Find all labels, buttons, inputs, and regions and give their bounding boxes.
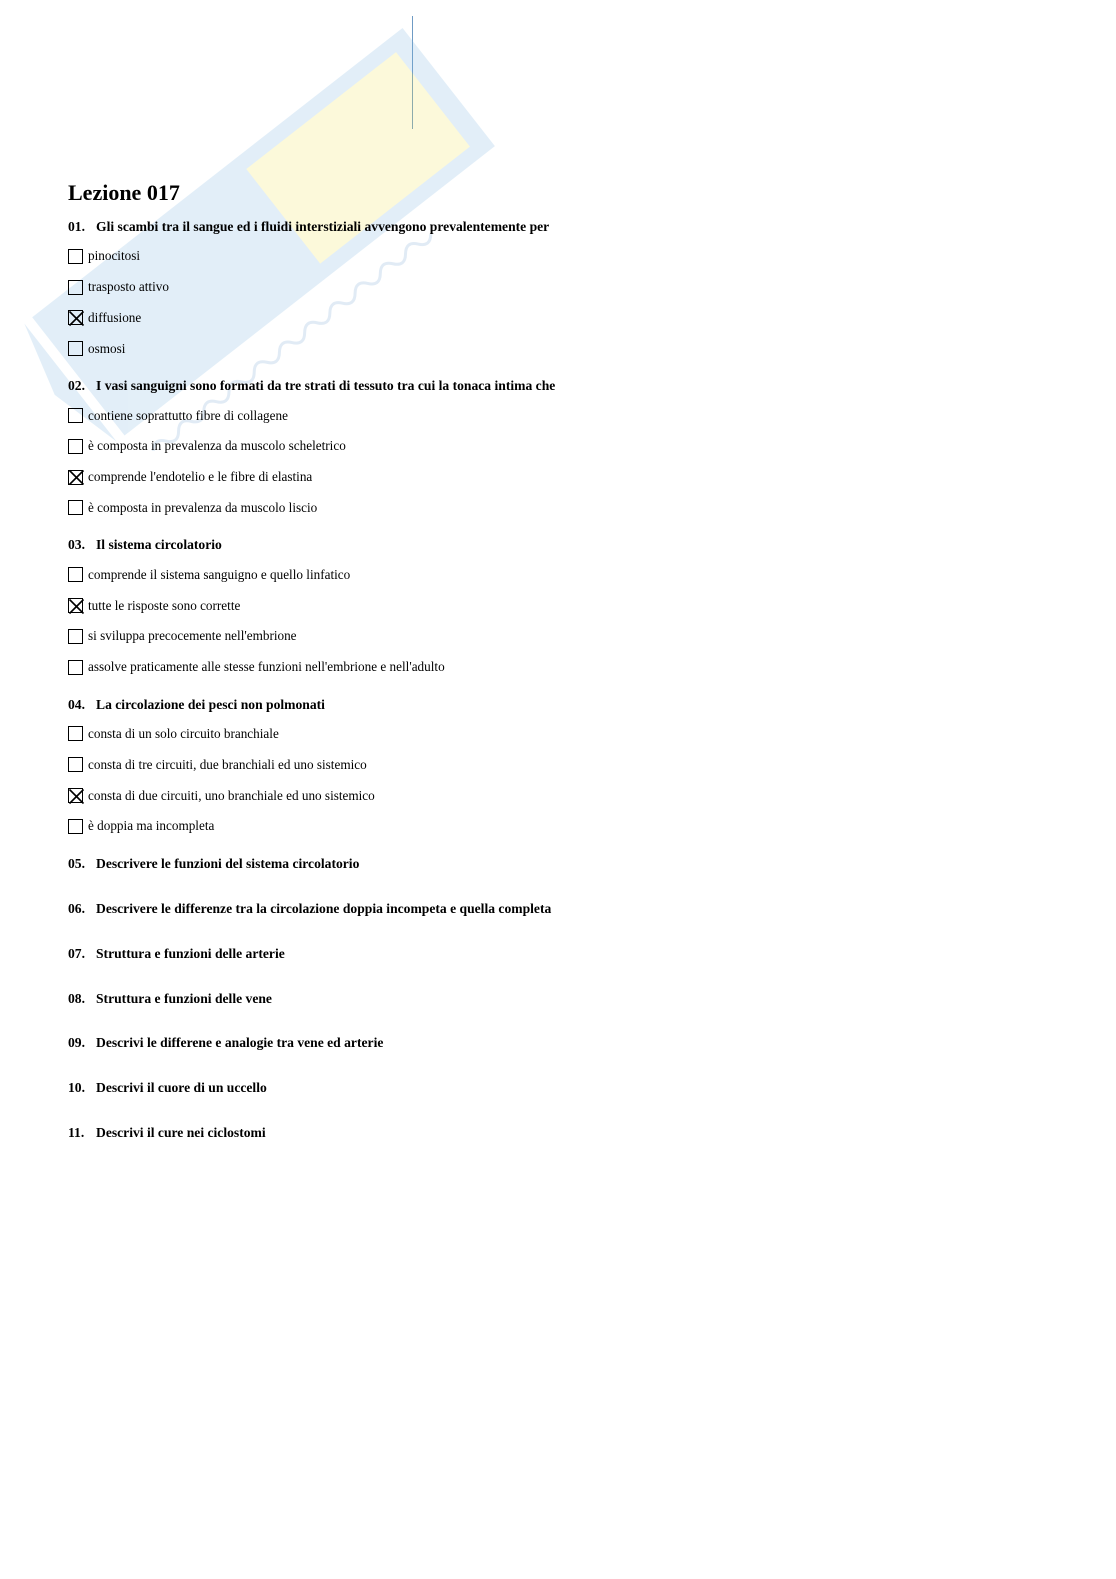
question-text: Il sistema circolatorio	[96, 537, 222, 553]
answer-option[interactable]	[68, 559, 1048, 590]
answer-text: è doppia ma incompleta	[88, 818, 215, 834]
question-number: 03.	[68, 537, 85, 553]
question-number: 04.	[68, 696, 85, 712]
answer-option[interactable]	[68, 272, 1048, 303]
question-text: Descrivi il cure nei ciclostomi	[96, 1124, 266, 1140]
question-heading	[68, 1034, 383, 1052]
multiple-choice-questions	[68, 218, 1048, 842]
question-number: 01.	[68, 219, 85, 234]
answer-text: tutte le risposte sono corrette	[88, 597, 241, 613]
question-block	[68, 536, 1048, 682]
answer-option[interactable]	[68, 333, 1048, 364]
answer-text: diffusione	[88, 309, 142, 325]
open-question	[68, 842, 1048, 887]
answer-text: è composta in prevalenza da muscolo scheletrico	[88, 438, 346, 454]
answer-option[interactable]	[68, 431, 1048, 462]
question-heading	[68, 855, 359, 873]
checkbox[interactable]	[68, 660, 83, 675]
question-heading	[68, 900, 551, 918]
question-heading	[68, 1124, 266, 1142]
open-question	[68, 1021, 1048, 1066]
answer-list	[68, 559, 1048, 682]
checkbox[interactable]	[68, 280, 83, 295]
question-heading	[68, 990, 272, 1008]
check-cross-icon	[68, 469, 85, 486]
checkbox[interactable]	[68, 408, 83, 423]
answer-list	[68, 719, 1048, 842]
answer-list	[68, 241, 1048, 364]
open-question	[68, 1066, 1048, 1111]
checkbox[interactable]	[68, 567, 83, 582]
question-heading	[68, 1079, 267, 1097]
answer-option[interactable]	[68, 493, 1048, 524]
question-number: 09.	[68, 1035, 85, 1051]
question-text: Descrivere le differenze tra la circolazione doppia incompeta e quella completa	[96, 900, 552, 916]
checkbox[interactable]	[68, 341, 83, 356]
answer-text: assolve praticamente alle stesse funzioni nell'embrione e nell'adulto	[88, 659, 445, 675]
check-cross-icon	[68, 788, 85, 805]
answer-option[interactable]	[68, 241, 1048, 272]
answer-list	[68, 400, 1048, 523]
question-text: Gli scambi tra il sangue ed i fluidi interstiziali avvengono prevalentemente per	[96, 219, 550, 234]
checkbox[interactable]	[68, 629, 83, 644]
question-text: Struttura e funzioni delle vene	[96, 990, 272, 1006]
answer-text: trasposto attivo	[88, 279, 169, 295]
answer-text: comprende l'endotelio e le fibre di elastina	[88, 469, 313, 485]
question-heading	[68, 945, 285, 963]
answer-option[interactable]	[68, 719, 1048, 750]
question-text: Descrivi le differene e analogie tra vene ed arterie	[96, 1035, 384, 1051]
answer-text: è composta in prevalenza da muscolo liscio	[88, 499, 318, 515]
checkbox[interactable]	[68, 249, 83, 264]
answer-text: osmosi	[88, 340, 126, 356]
answer-option[interactable]	[68, 811, 1048, 842]
question-number: 02.	[68, 378, 85, 394]
answer-text: pinocitosi	[88, 248, 141, 264]
answer-text: contiene soprattutto fibre di collagene	[88, 407, 288, 423]
open-question	[68, 887, 1048, 932]
checkbox-checked[interactable]	[68, 470, 83, 485]
checkbox-checked[interactable]	[68, 788, 83, 803]
open-questions	[68, 842, 1048, 1156]
check-cross-icon	[68, 310, 85, 327]
question-text: Struttura e funzioni delle arterie	[96, 945, 285, 961]
checkbox-checked[interactable]	[68, 598, 83, 613]
checkbox-checked[interactable]	[68, 310, 83, 325]
answer-text: comprende il sistema sanguigno e quello linfatico	[88, 566, 351, 582]
answer-text: consta di due circuiti, uno branchiale ed uno sistemico	[88, 787, 375, 803]
answer-option[interactable]	[68, 462, 1048, 493]
answer-option[interactable]	[68, 749, 1048, 780]
question-block	[68, 377, 1048, 523]
answer-option[interactable]	[68, 590, 1048, 621]
question-text: La circolazione dei pesci non polmonati	[96, 696, 325, 712]
lesson-title: Lezione 017	[68, 180, 180, 205]
answer-option[interactable]	[68, 400, 1048, 431]
question-heading	[68, 696, 1048, 714]
answer-text: consta di tre circuiti, due branchiali ed uno sistemico	[88, 756, 367, 772]
question-number: 05.	[68, 856, 85, 872]
question-text: Descrivere le funzioni del sistema circolatorio	[96, 856, 360, 872]
answer-text: consta di un solo circuito branchiale	[88, 725, 279, 741]
open-question	[68, 976, 1048, 1021]
question-block	[68, 696, 1048, 842]
question-heading	[68, 536, 1048, 554]
question-heading	[68, 218, 1048, 236]
question-text: I vasi sanguigni sono formati da tre strati di tessuto tra cui la tonaca intima che	[96, 378, 556, 394]
question-block	[68, 218, 1048, 364]
answer-text: si sviluppa precocemente nell'embrione	[88, 628, 297, 644]
question-heading	[68, 377, 1048, 395]
checkbox[interactable]	[68, 726, 83, 741]
check-cross-icon	[68, 598, 85, 615]
question-number: 08.	[68, 990, 85, 1006]
answer-option[interactable]	[68, 303, 1048, 334]
open-question	[68, 931, 1048, 976]
question-number: 10.	[68, 1080, 85, 1096]
checkbox[interactable]	[68, 757, 83, 772]
document-body	[68, 178, 1048, 1155]
checkbox[interactable]	[68, 439, 83, 454]
question-number: 11.	[68, 1124, 85, 1140]
open-question	[68, 1111, 1048, 1156]
answer-option[interactable]	[68, 780, 1048, 811]
question-number: 06.	[68, 900, 85, 916]
header-divider-line	[412, 16, 413, 129]
question-text: Descrivi il cuore di un uccello	[96, 1080, 267, 1096]
answer-option[interactable]	[68, 621, 1048, 652]
checkbox[interactable]	[68, 819, 83, 834]
question-number: 07.	[68, 945, 85, 961]
checkbox[interactable]	[68, 500, 83, 515]
answer-option[interactable]	[68, 652, 1048, 683]
